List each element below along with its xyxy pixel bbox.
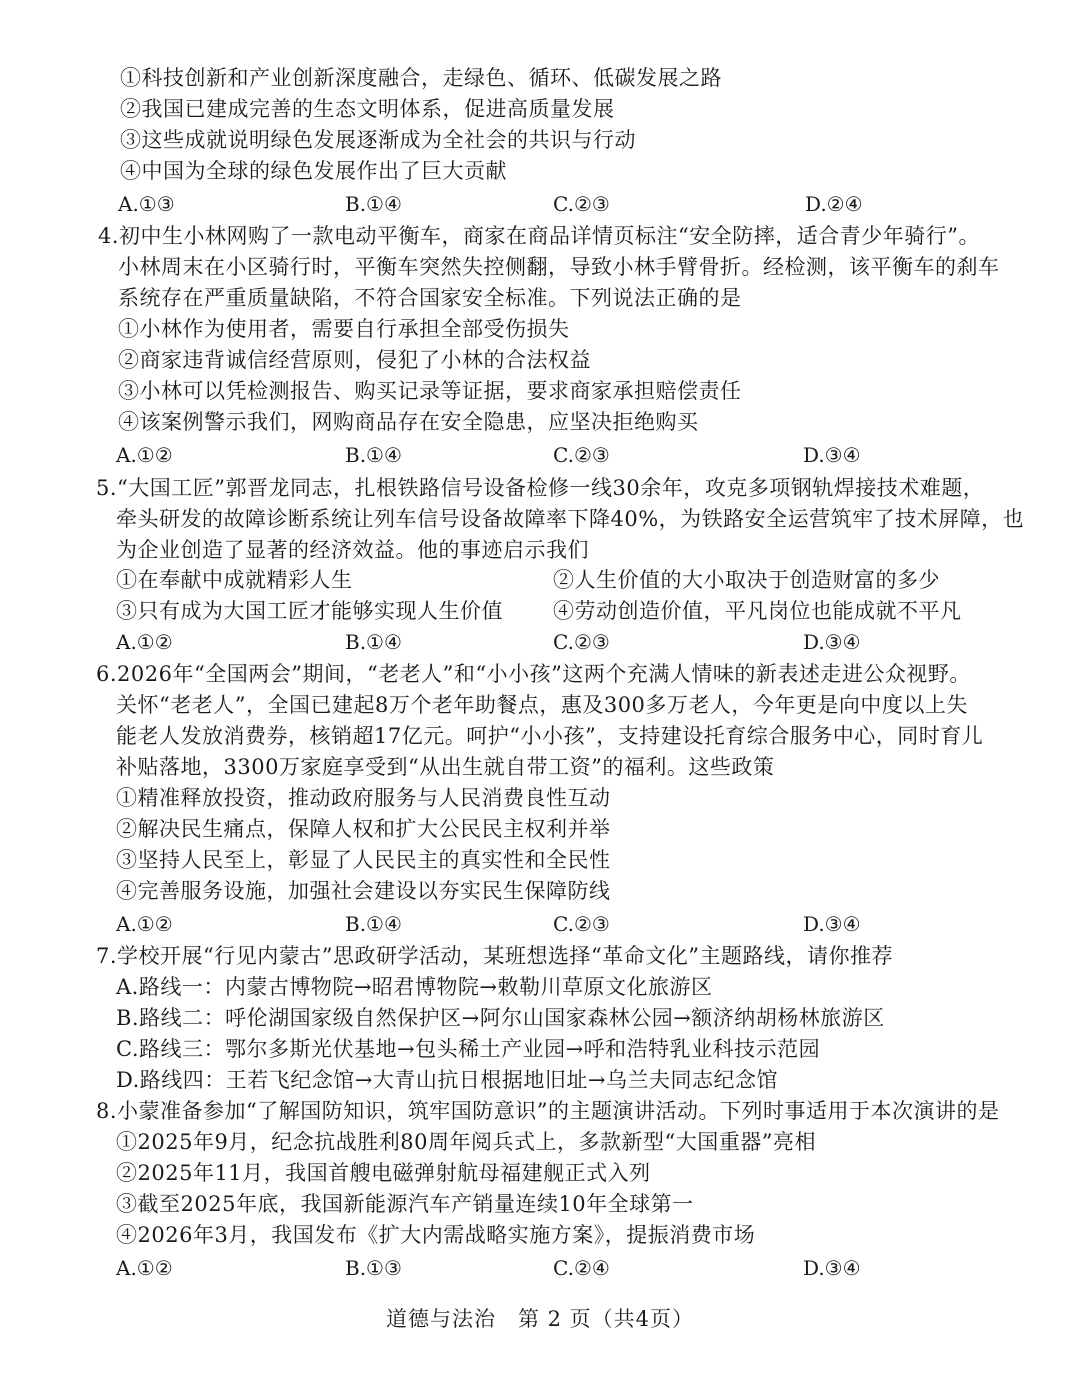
- q5-option-c: C.②③: [553, 630, 610, 654]
- q5-stem-line-1: 5.“大国工匠”郭晋龙同志，扎根铁路信号设备检修一线30余年，攻克多项钢轨焊接技术难题，: [96, 476, 985, 500]
- q3-option-d: D.②④: [805, 192, 863, 216]
- q4-item-4: ④该案例警示我们，网购商品存在安全隐患，应坚决拒绝购买: [118, 410, 699, 434]
- q6-option-d: D.③④: [803, 912, 861, 936]
- q8-stem-line-1: 8.小蒙准备参加“了解国防知识，筑牢国防意识”的主题演讲活动。下列时事适用于本次演讲的是: [96, 1099, 1000, 1123]
- q6-option-b: B.①④: [345, 912, 402, 936]
- q4-stem-line-1: 4.初中生小林网购了一款电动平衡车，商家在商品详情页标注“安全防摔，适合青少年骑行”。: [98, 224, 981, 248]
- q6-option-a: A.①②: [116, 912, 173, 936]
- q3-item-3: ③这些成就说明绿色发展逐渐成为全社会的共识与行动: [120, 128, 636, 152]
- q6-option-c: C.②③: [553, 912, 610, 936]
- q8-option-b: B.①③: [345, 1256, 402, 1280]
- q4-stem-line-3: 系统存在严重质量缺陷，不符合国家安全标准。下列说法正确的是: [118, 286, 742, 310]
- q3-item-4: ④中国为全球的绿色发展作出了巨大贡献: [120, 159, 507, 183]
- q6-stem-line-2: 关怀“老老人”，全国已建起8万个老年助餐点，惠及300多万老人，今年更是向中度以上失: [116, 693, 968, 717]
- q3-option-c: C.②③: [553, 192, 610, 216]
- q5-item-1: ①在奉献中成就精彩人生: [116, 568, 353, 592]
- q4-stem-line-2: 小林周末在小区骑行时，平衡车突然失控侧翻，导致小林手臂骨折。经检测，该平衡车的刹车: [118, 255, 1000, 279]
- q8-item-1: ①2025年9月，纪念抗战胜利80周年阅兵式上，多款新型“大国重器”亮相: [116, 1130, 816, 1154]
- q8-option-a: A.①②: [116, 1256, 173, 1280]
- q7-option-d: D.路线四：王若飞纪念馆→大青山抗日根据地旧址→乌兰夫同志纪念馆: [116, 1068, 778, 1092]
- q7-option-b: B.路线二：呼伦湖国家级自然保护区→阿尔山国家森林公园→额济纳胡杨林旅游区: [116, 1006, 885, 1030]
- q5-stem-line-3: 为企业创造了显著的经济效益。他的事迹启示我们: [116, 538, 589, 562]
- q5-option-b: B.①④: [345, 630, 402, 654]
- q7-option-c: C.路线三：鄂尔多斯光伏基地→包头稀土产业园→呼和浩特乳业科技示范园: [116, 1037, 821, 1061]
- q5-item-2: ②人生价值的大小取决于创造财富的多少: [553, 568, 940, 592]
- q4-option-c: C.②③: [553, 443, 610, 467]
- q4-option-d: D.③④: [803, 443, 861, 467]
- page-footer: 道德与法治 第 2 页（共4页）: [385, 1307, 695, 1331]
- q8-option-d: D.③④: [803, 1256, 861, 1280]
- q8-item-2: ②2025年11月，我国首艘电磁弹射航母福建舰正式入列: [116, 1161, 651, 1185]
- q3-option-b: B.①④: [345, 192, 402, 216]
- q4-option-a: A.①②: [116, 443, 173, 467]
- q6-item-2: ②解决民生痛点，保障人权和扩大公民民主权利并举: [116, 817, 611, 841]
- q5-item-3: ③只有成为大国工匠才能够实现人生价值: [116, 599, 503, 623]
- q5-option-a: A.①②: [116, 630, 173, 654]
- q6-item-1: ①精准释放投资，推动政府服务与人民消费良性互动: [116, 786, 611, 810]
- q5-item-4: ④劳动创造价值，平凡岗位也能成就不平凡: [553, 599, 962, 623]
- q6-stem-line-1: 6.2026年“全国两会”期间，“老老人”和“小小孩”这两个充满人情味的新表述走进公众视野。: [96, 662, 971, 686]
- q6-item-3: ③坚持人民至上，彰显了人民民主的真实性和全民性: [116, 848, 611, 872]
- q3-item-2: ②我国已建成完善的生态文明体系，促进高质量发展: [120, 97, 615, 121]
- q4-option-b: B.①④: [345, 443, 402, 467]
- q5-stem-line-2: 牵头研发的故障诊断系统让列车信号设备故障率下降40%，为铁路安全运营筑牢了技术屏障，也: [116, 507, 1025, 531]
- q8-option-c: C.②④: [553, 1256, 610, 1280]
- q4-item-1: ①小林作为使用者，需要自行承担全部受伤损失: [118, 317, 570, 341]
- q4-item-3: ③小林可以凭检测报告、购买记录等证据，要求商家承担赔偿责任: [118, 379, 742, 403]
- q6-item-4: ④完善服务设施，加强社会建设以夯实民生保障防线: [116, 879, 611, 903]
- q3-item-1: ①科技创新和产业创新深度融合，走绿色、循环、低碳发展之路: [120, 66, 722, 90]
- q6-stem-line-3: 能老人发放消费券，核销超17亿元。呵护“小小孩”，支持建设托育综合服务中心，同时育儿: [116, 724, 984, 748]
- q8-item-3: ③截至2025年底，我国新能源汽车产销量连续10年全球第一: [116, 1192, 694, 1216]
- q7-option-a: A.路线一：内蒙古博物院→昭君博物院→敕勒川草原文化旅游区: [116, 975, 713, 999]
- q3-option-a: A.①③: [118, 192, 175, 216]
- q7-stem-line-1: 7.学校开展“行见内蒙古”思政研学活动，某班想选择“革命文化”主题路线，请你推荐: [96, 944, 893, 968]
- q8-item-4: ④2026年3月，我国发布《扩大内需战略实施方案》，提振消费市场: [116, 1223, 756, 1247]
- q5-option-d: D.③④: [803, 630, 861, 654]
- q4-item-2: ②商家违背诚信经营原则，侵犯了小林的合法权益: [118, 348, 591, 372]
- q6-stem-line-4: 补贴落地，3300万家庭享受到“从出生就自带工资”的福利。这些政策: [116, 755, 775, 779]
